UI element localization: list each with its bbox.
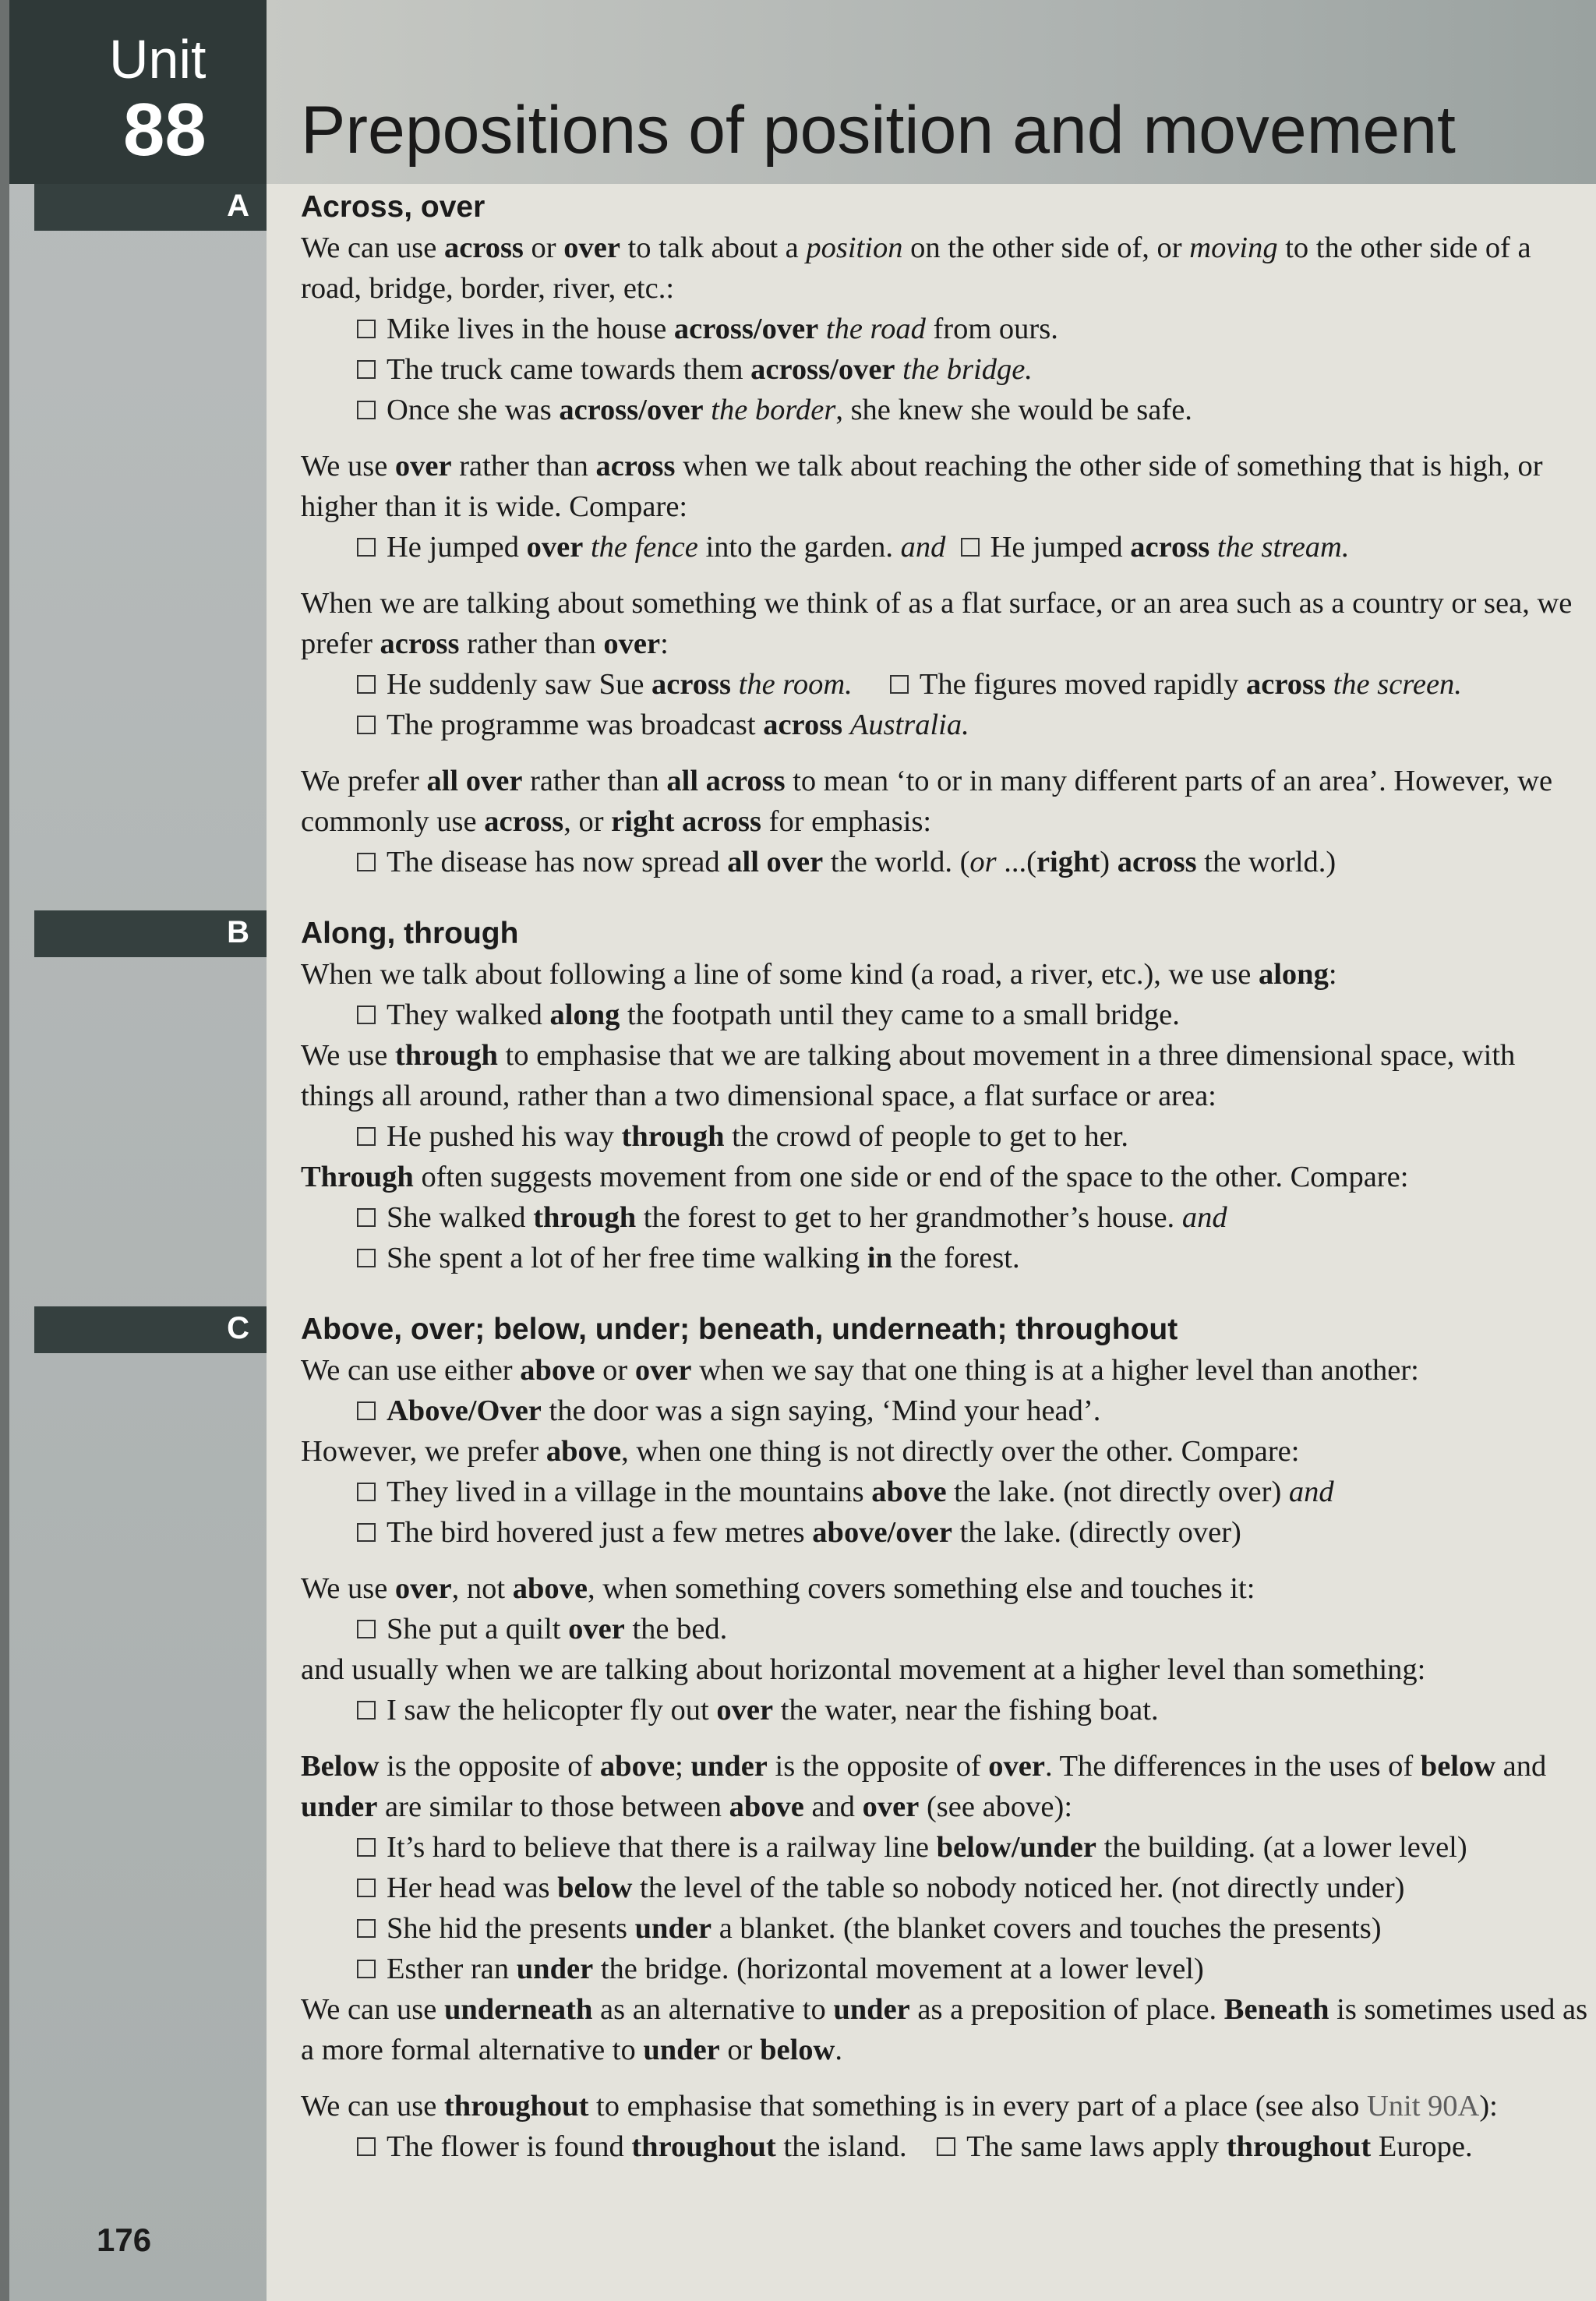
paragraph: We can use across or over to talk about a position on the other side of, or moving to the other side of a road, bridge, border, river, etc.: <box>301 232 1531 305</box>
paragraph: Below is the opposite of above; under is the opposite of over. The differences in the uses of below and under are similar to those between above and over (see above): <box>301 1750 1547 1823</box>
example-sentence: Esther ran under the bridge. (horizontal movement at a lower level) <box>301 1949 1588 1989</box>
checkbox-icon <box>357 1838 376 1857</box>
content <box>301 187 1588 2167</box>
example-sentence: They walked along the footpath until they came to a small bridge. <box>301 995 1588 1035</box>
left-margin-bar <box>0 0 267 2301</box>
checkbox-icon <box>357 401 376 419</box>
checkbox-icon <box>357 1523 376 1542</box>
paragraph: We can use either above or over when we say that one thing is at a higher level than another: <box>301 1354 1419 1387</box>
checkbox-icon <box>357 1401 376 1420</box>
checkbox-icon <box>357 716 376 734</box>
example-sentence: He suddenly saw Sue across the room. The figures moved rapidly across the screen. <box>301 664 1588 705</box>
section-marker-a <box>34 184 267 231</box>
example-sentence: Her head was below the level of the table so nobody noticed her. (not directly under) <box>301 1868 1588 1908</box>
paragraph-gap <box>301 2070 1588 2086</box>
paragraph: Through often suggests movement from one side or end of the space to the other. Compare: <box>301 1161 1409 1193</box>
paragraph: We prefer all over rather than all across to mean ‘to or in many different parts of an area’. However, we commonly use across, or right across for emphasis: <box>301 765 1553 838</box>
example-sentence: I saw the helicopter fly out over the water, near the fishing boat. <box>301 1690 1588 1730</box>
paragraph: When we are talking about something we think of as a flat surface, or an area such as a country or sea, we prefer across rather than over: <box>301 587 1573 660</box>
section-marker-c <box>34 1306 267 1353</box>
paragraph-gap <box>301 567 1588 583</box>
page-title: Prepositions of position and movement <box>301 93 1456 168</box>
checkbox-icon <box>357 1701 376 1720</box>
unit-number: 88 <box>123 88 207 171</box>
checkbox-icon <box>357 2137 376 2156</box>
section-body <box>301 1350 1588 2167</box>
paragraph-gap <box>301 745 1588 761</box>
section-heading: Across, over <box>301 190 486 224</box>
checkbox-icon <box>357 320 376 338</box>
paragraph: and usually when we are talking about horizontal movement at a higher level than something: <box>301 1653 1426 1686</box>
section-letter: A <box>227 189 249 223</box>
checkbox-icon <box>357 1879 376 1897</box>
section-body <box>301 228 1588 882</box>
section-letter: B <box>227 915 249 949</box>
paragraph: However, we prefer above, when one thing is not directly over the other. Compare: <box>301 1435 1300 1468</box>
page-number: 176 <box>97 2221 152 2258</box>
paragraph: We use over, not above, when something covers something else and touches it: <box>301 1572 1255 1605</box>
example-sentence: She put a quilt over the bed. <box>301 1609 1588 1649</box>
section-a <box>301 187 1588 882</box>
example-sentence: It’s hard to believe that there is a railway line below/under the building. (at a lower level) <box>301 1827 1588 1868</box>
example-sentence: She hid the presents under a blanket. (the blanket covers and touches the presents) <box>301 1908 1588 1949</box>
section-heading: Above, over; below, under; beneath, underneath; throughout <box>301 1313 1178 1346</box>
example-sentence: She walked through the forest to get to her grandmother’s house. and <box>301 1197 1588 1238</box>
checkbox-icon <box>357 675 376 694</box>
checkbox-icon <box>357 853 376 871</box>
checkbox-icon <box>357 538 376 557</box>
example-sentence: Above/Over the door was a sign saying, ‘Mind your head’. <box>301 1391 1588 1431</box>
unit-label: Unit <box>109 29 207 90</box>
section-heading: Along, through <box>301 917 519 950</box>
example-sentence: He jumped over the fence into the garden. and He jumped across the stream. <box>301 527 1588 567</box>
paragraph-gap <box>301 1730 1588 1746</box>
example-sentence: The flower is found throughout the island. The same laws apply throughout Europe. <box>301 2126 1588 2167</box>
section-c <box>301 1310 1588 2167</box>
example-sentence: She spent a lot of her free time walking in the forest. <box>301 1238 1588 1278</box>
example-sentence: They lived in a village in the mountains above the lake. (not directly over) and <box>301 1472 1588 1512</box>
section-spacer <box>301 1278 1588 1310</box>
example-sentence: Mike lives in the house across/over the road from ours. <box>301 309 1588 349</box>
checkbox-icon <box>357 1960 376 1978</box>
checkbox-icon <box>357 1127 376 1146</box>
paragraph: We can use throughout to emphasise that something is in every part of a place (see also Unit 90A): <box>301 2090 1498 2123</box>
checkbox-icon <box>357 1620 376 1638</box>
section-b <box>301 914 1588 1278</box>
paragraph: We use through to emphasise that we are talking about movement in a three dimensional space, with things all around, rather than a two dimensional space, a flat surface or area: <box>301 1039 1516 1112</box>
checkbox-icon <box>357 1208 376 1227</box>
unit-badge <box>9 0 267 184</box>
checkbox-icon <box>357 1919 376 1938</box>
checkbox-icon <box>357 1249 376 1267</box>
example-sentence: The bird hovered just a few metres above/over the lake. (directly over) <box>301 1512 1588 1553</box>
paragraph: When we talk about following a line of some kind (a road, a river, etc.), we use along: <box>301 958 1337 991</box>
paragraph-gap <box>301 1553 1588 1568</box>
example-sentence: Once she was across/over the border, she knew she would be safe. <box>301 390 1588 430</box>
example-sentence: The programme was broadcast across Australia. <box>301 705 1588 745</box>
example-sentence: The disease has now spread all over the world. (or ...(right) across the world.) <box>301 842 1588 882</box>
example-sentence: The truck came towards them across/over the bridge. <box>301 349 1588 390</box>
book-spine-edge <box>0 0 9 2301</box>
checkbox-icon <box>357 1483 376 1501</box>
checkbox-icon <box>357 360 376 379</box>
checkbox-icon <box>357 1006 376 1024</box>
section-spacer <box>301 882 1588 914</box>
section-marker-b <box>34 910 267 957</box>
example-sentence: He pushed his way through the crowd of people to get to her. <box>301 1116 1588 1157</box>
section-body <box>301 954 1588 1278</box>
paragraph: We use over rather than across when we talk about reaching the other side of something that is high, or higher than it is wide. Compare: <box>301 450 1543 523</box>
section-letter: C <box>227 1311 249 1345</box>
paragraph: We can use underneath as an alternative to under as a preposition of place. Beneath is sometimes used as a more formal alternative to under or below. <box>301 1993 1588 2066</box>
paragraph-gap <box>301 430 1588 446</box>
